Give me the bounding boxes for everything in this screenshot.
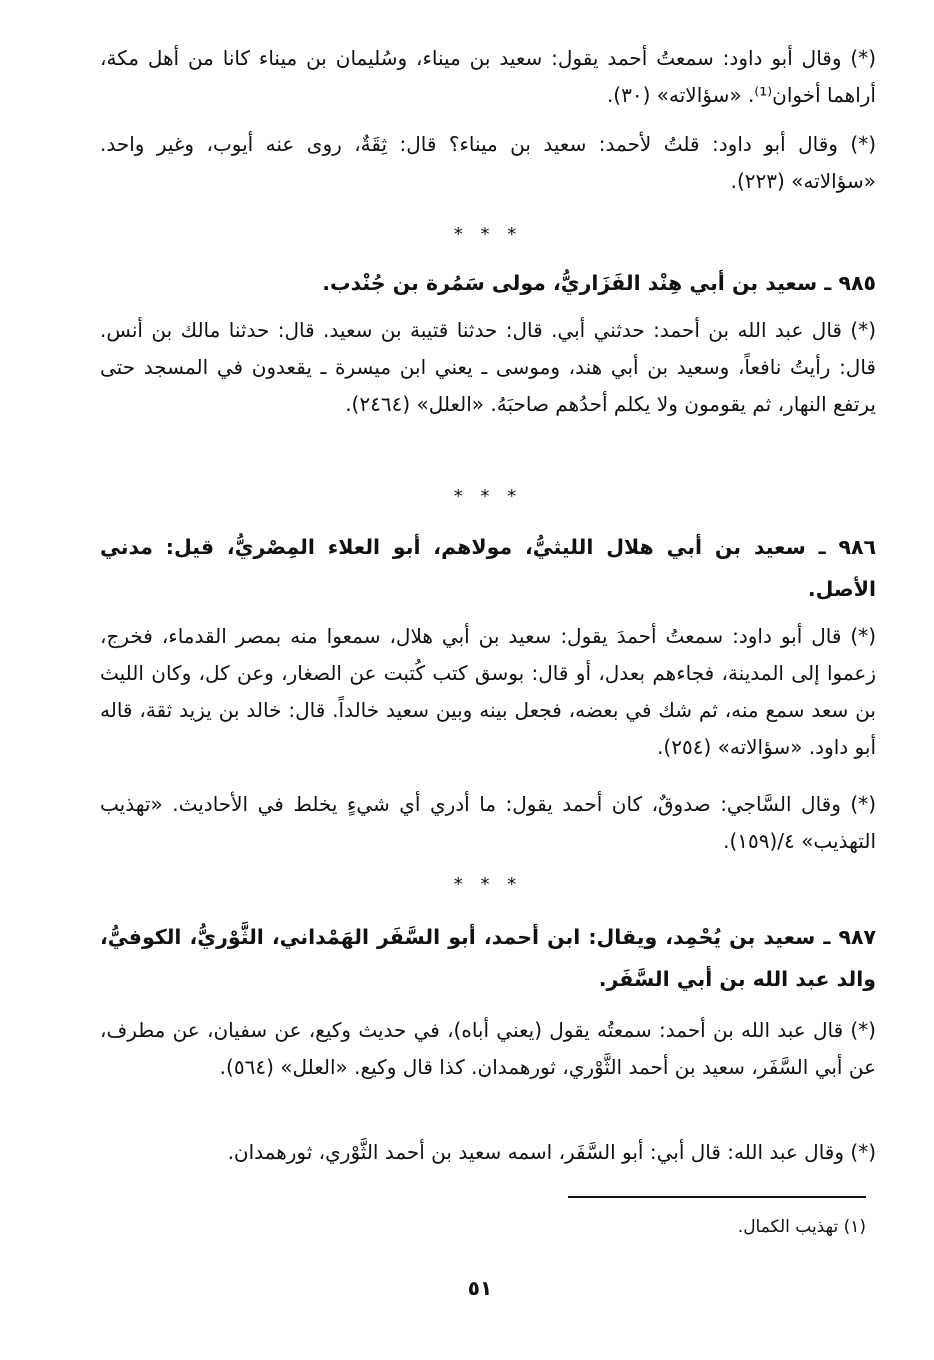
footnote-divider [568, 1196, 866, 1198]
entry-heading-985: ٩٨٥ ـ سعيد بن أبي هِنْد الفَزَاريُّ، مولى سَمُرة بن جُنْدب. [322, 271, 876, 295]
paragraph-abdullah-waki: (*) قال عبد الله بن أحمد: سمعتُه يقول (يعني أباه)، في حديث وكيع، عن سفيان، عن مطرف، عن أبي السَّفَر، سعيد بن أحمد الثَّوْري، ثورهمدان. كذا قال وكيع. «العلل» (٥٦٤). [100, 1018, 876, 1079]
paragraph-abu-dawud-thiqa: (*) وقال أبو داود: قلتُ لأحمد: سعيد بن ميناء؟ قال: ثِقَةٌ، روى عنه أيوب، وغير واحد. «سؤالاته» (٢٢٣). [100, 132, 876, 193]
section-separator-stars: * * * [453, 874, 523, 895]
paragraph-abdullah-ibn-ahmad-malik: (*) قال عبد الله بن أحمد: حدثني أبي. قال: حدثنا قتيبة بن سعيد. قال: حدثنا مالك بن أنس. قال: رأيتُ نافعاً، وسعيد بن أبي هند، وموسى ـ يعني ابن ميسرة ـ يقعدون في المسجد حتى يرتفع النهار، ثم يقومون ولا يكلم أحدُهم صاحبَهُ. «العلل» (٢٤٦٤). [100, 318, 876, 416]
section-separator-stars: * * * [453, 224, 523, 245]
section-separator-stars: * * * [453, 486, 523, 507]
page-number: ٥١ [467, 1276, 493, 1300]
paragraph-abu-dawud-saeed-ibn-abi-hilal: (*) قال أبو داود: سمعتُ أحمدَ يقول: سعيد بن أبي هلال، سمعوا منه بمصر القدماء، فخرج، زعموا إلى المدينة، فجاءهم بعدل، أو قال: بوسق كتب كُتبت عن الصغار، وعن كل، وكان الليث بن سعد سمع منه، ثم شك في بعضه، فجعل بينه وبين سعيد خالداً. قال: خالد بن يزيد ثقة، قاله أبو داود. «سؤالاته» (٢٥٤). [100, 624, 876, 759]
paragraph-abu-dawud-saeed-ibn-mina: (*) وقال أبو داود: سمعتُ أحمد يقول: سعيد بن ميناء، وسُليمان بن ميناء كانا من أهل مكة، أراهما أخوان⁽¹⁾. «سؤالاته» (٣٠). [100, 46, 876, 107]
entry-heading-986: ٩٨٦ ـ سعيد بن أبي هلال الليثيُّ، مولاهم، أبو العلاء المِصْريُّ، قيل: مدني الأصل. [100, 535, 876, 601]
entry-heading-987: ٩٨٧ ـ سعيد بن يُحْمِد، ويقال: ابن أحمد، أبو السَّفَر الهَمْداني، الثَّوْريُّ، الكوفيُّ، والد عبد الله بن أبي السَّفَر. [100, 925, 876, 991]
paragraph-al-saji: (*) وقال السَّاجي: صدوقٌ، كان أحمد يقول: ما أدري أي شيءٍ يخلط في الأحاديث. «تهذيب التهذيب» ٤/(١٥٩). [100, 792, 876, 853]
footnote: (١) تهذيب الكمال. [737, 1217, 866, 1237]
paragraph-abu-al-safar-name: (*) وقال عبد الله: قال أبي: أبو السَّفَر، اسمه سعيد بن أحمد الثَّوْري، ثورهمدان. [227, 1140, 876, 1164]
